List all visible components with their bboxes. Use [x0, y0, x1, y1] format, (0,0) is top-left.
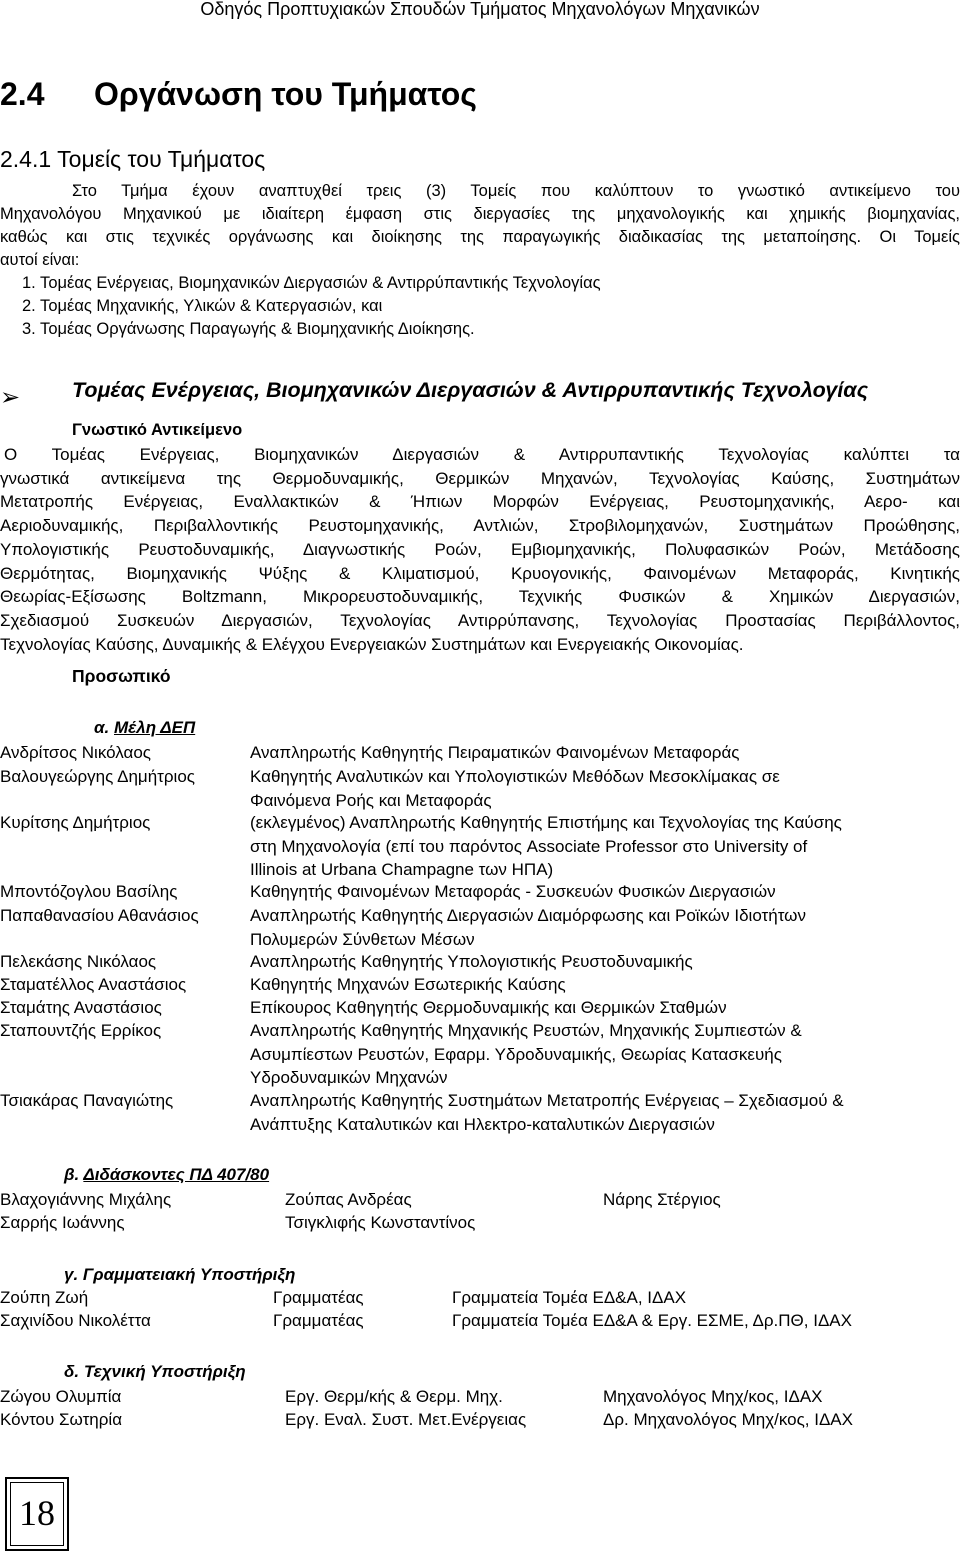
paragraph-line: γνωστικά αντικείμενα της Θερμοδυναμικής, Θερμικών Μηχανών, Τεχνολογίας Καύσης, Συστημάτων [0, 468, 960, 488]
intro-paragraph [0, 180, 960, 272]
section-heading [0, 76, 477, 113]
sector-list [22, 272, 601, 341]
group-title: Τεχνική Υποστήριξη [83, 1362, 246, 1381]
secretary-name: Σαχινίδου Νικολέττα [0, 1311, 151, 1330]
faculty-name: Πελεκάσης Νικόλαος [0, 952, 157, 971]
paragraph-line: καθώς και στις τεχνικές οργάνωσης και διοίκησης της παραγωγικής διαδικασίας της μεταποίησης. Οι Τομείς [0, 228, 960, 246]
faculty-name: Σταπουντζής Ερρίκος [0, 1021, 162, 1040]
technical-heading [64, 1362, 246, 1382]
paragraph-line: Ο Τομέας Ενέργειας, Βιομηχανικών Διεργασιών & Αντιρρυπαντικής Τεχνολογίας καλύπτει τα [4, 445, 960, 464]
group-title: Διδάσκοντες ΠΔ 407/80 [83, 1165, 270, 1184]
faculty-role: Καθηγητής Μηχανών Εσωτερικής Καύσης [250, 975, 566, 994]
faculty-name: Σταμάτης Αναστάσιος [0, 998, 162, 1017]
technician-title: Μηχανολόγος Μηχ/κος, ΙΔΑΧ [603, 1387, 823, 1406]
technician-name: Ζώγου Ολυμπία [0, 1387, 122, 1406]
group-title: Μέλη ΔΕΠ [114, 718, 196, 737]
paragraph-line: αυτοί είναι: [0, 251, 80, 269]
group-title: Γραμματειακή Υποστήριξη [82, 1265, 296, 1284]
faculty-role: Καθηγητής Αναλυτικών και Υπολογιστικών Μεθόδων Μεσοκλίμακας σε Φαινόμενα Ροής και Μεταφοράς [250, 767, 780, 810]
page-number: 18 [10, 1482, 64, 1546]
faculty-name: Παπαθανασίου Αθανάσιος [0, 906, 199, 925]
faculty-role: Αναπληρωτής Καθηγητής Υπολογιστικής Ρευστοδυναμικής [250, 952, 693, 971]
instructor-name: Τσιγκλιφής Κωνσταντίνος [285, 1213, 476, 1232]
paragraph-line: Μηχανολόγου Μηχανικού με ιδιαίτερη έμφαση στις διεργασίες της μηχανολογικής και χημικής βιομηχανίας, [0, 205, 960, 223]
section-number: 2.4 [0, 76, 45, 112]
paragraph-line: Στο Τμήμα έχουν αναπτυχθεί τρεις (3) Τομείς που καλύπτουν το γνωστικό αντικείμενο του [72, 182, 960, 200]
faculty-name: Βαλουγεώργης Δημήτριος [0, 767, 195, 786]
secretary-role: Γραμματέας [273, 1288, 364, 1307]
list-item: 3. Τομέας Οργάνωσης Παραγωγής & Βιομηχανικής Διοίκησης. [22, 320, 475, 338]
paragraph-line: Σχεδιασμού Συσκευών Διεργασιών, Τεχνολογίας Αντιρρύπανσης, Τεχνολογίας Προστασίας Περιβάλλοντος, [0, 610, 960, 630]
arrow-bullet-icon: ➢ [0, 384, 21, 411]
faculty-role: Αναπληρωτής Καθηγητής Συστημάτων Μετατροπής Ενέργειας – Σχεδιασμού & Ανάπτυξης Καταλυτικών και Ηλεκτρο-καταλυτικών Διεργασιών [250, 1091, 844, 1134]
paragraph-line: Θεωρίας-Εξίσωσης Boltzmann, Μικρορευστοδυναμικής, Τεχνικής Φυσικών & Χημικών Διεργασιών, [0, 587, 960, 607]
technician-name: Κόντου Σωτηρία [0, 1410, 123, 1429]
instructor-name: Νάρης Στέργιος [603, 1190, 721, 1209]
paragraph-line: Τεχνολογίας Καύσης, Δυναμικής & Ελέγχου Ενεργειακών Συστημάτων και Ενεργειακής Οικονομίας. [0, 634, 744, 654]
secretary-name: Ζούπη Ζωή [0, 1288, 89, 1307]
faculty-role: Αναπληρωτής Καθηγητής Μηχανικής Ρευστών, Μηχανικής Συμπιεστών & Ασυμπίεστων Ρευστών, Εφαρμ. Υδροδυναμικής, Θεωρίας Κατασκευής Υδροδυναμικών Μηχανών [250, 1021, 802, 1088]
running-header: Οδηγός Προπτυχιακών Σπουδών Τμήματος Μηχανολόγων Μηχανικών [200, 0, 760, 19]
sector-title: Τομέας Ενέργειας, Βιομηχανικών Διεργασιών & Αντιρρυπαντικής Τεχνολογίας [72, 378, 869, 402]
paragraph-line: Μετατροπής Ενέργειας, Εναλλακτικών & Ήπιων Μορφών Ενέργειας, Ρευστομηχανικής, Αερο- και [0, 492, 960, 512]
instructor-name: Βλαχογιάννης Μιχάλης [0, 1190, 172, 1209]
faculty-heading [94, 718, 195, 738]
faculty-role: (εκλεγμένος) Αναπληρωτής Καθηγητής Επιστήμης και Τεχνολογίας της Καύσης στη Μηχανολογία (επί του παρόντος Associate Professor στο University of Illinois at Urbana Champagne των ΗΠΑ) [250, 813, 842, 880]
instructor-name: Ζούπας Ανδρέας [285, 1190, 412, 1209]
secretary-role: Γραμματέας [273, 1311, 364, 1330]
faculty-name: Κυρίτσης Δημήτριος [0, 813, 151, 832]
subsection-heading: 2.4.1 Τομείς του Τμήματος [0, 146, 266, 172]
instructor-name: Σαρρής Ιωάννης [0, 1213, 125, 1232]
faculty-name: Τσιακάρας Παναγιώτης [0, 1091, 174, 1110]
group-prefix: α. [94, 718, 114, 737]
faculty-name: Ανδρίτσος Νικόλαος [0, 743, 151, 762]
knowledge-paragraph [0, 443, 960, 656]
instructors-heading [64, 1165, 269, 1185]
faculty-name: Σταματέλλος Αναστάσιος [0, 975, 187, 994]
faculty-role: Αναπληρωτής Καθηγητής Διεργασιών Διαμόρφωσης και Ροϊκών Ιδιοτήτων Πολυμερών Σύνθετων Μέσων [250, 906, 806, 949]
faculty-role: Καθηγητής Φαινομένων Μεταφοράς - Συσκευών Φυσικών Διεργασιών [250, 882, 776, 901]
secretariat-heading [64, 1265, 295, 1285]
technician-lab: Εργ. Θερμ/κής & Θερμ. Μηχ. [285, 1387, 503, 1406]
faculty-role: Αναπληρωτής Καθηγητής Πειραματικών Φαινομένων Μεταφοράς [250, 743, 740, 762]
knowledge-heading: Γνωστικό Αντικείμενο [72, 421, 243, 439]
list-item: 2. Τομέας Μηχανικής, Υλικών & Κατεργασιών, και [22, 297, 383, 315]
faculty-name: Μποντόζογλου Βασίλης [0, 882, 178, 901]
group-prefix: δ. [64, 1362, 84, 1381]
secretary-unit: Γραμματεία Τομέα ΕΔ&Α & Εργ. ΕΣΜΕ, Δρ.ΠΘ, ΙΔΑΧ [452, 1311, 852, 1330]
technician-title: Δρ. Μηχανολόγος Μηχ/κος, ΙΔΑΧ [603, 1410, 853, 1429]
group-prefix: γ. [64, 1265, 83, 1284]
section-title: Οργάνωση του Τμήματος [94, 76, 477, 112]
technician-lab: Εργ. Εναλ. Συστ. Μετ.Ενέργειας [285, 1410, 527, 1429]
paragraph-line: Υπολογιστικής Ρευστοδυναμικής, Διαγνωστικής Ροών, Εμβιομηχανικής, Πολυφασικών Ροών, Μετάδοσης [0, 539, 960, 559]
paragraph-line: Θερμότητας, Βιομηχανικής Ψύξης & Κλιματισμού, Κρυογονικής, Φαινομένων Μεταφοράς, Κινητικής [0, 563, 960, 583]
paragraph-line: Αεριοδυναμικής, Περιβαλλοντικής Ρευστομηχανικής, Αντλιών, Στροβιλομηχανών, Συστημάτων Προώθησης, [0, 516, 960, 536]
faculty-role: Επίκουρος Καθηγητής Θερμοδυναμικής και Θερμικών Σταθμών [250, 998, 727, 1017]
group-prefix: β. [64, 1165, 84, 1184]
secretary-unit: Γραμματεία Τομέα ΕΔ&Α, ΙΔΑΧ [452, 1288, 687, 1307]
page-number-box [5, 1477, 69, 1551]
staff-heading: Προσωπικό [72, 666, 171, 686]
list-item: 1. Τομέας Ενέργειας, Βιομηχανικών Διεργασιών & Αντιρρύπαντικής Τεχνολογίας [22, 274, 601, 292]
